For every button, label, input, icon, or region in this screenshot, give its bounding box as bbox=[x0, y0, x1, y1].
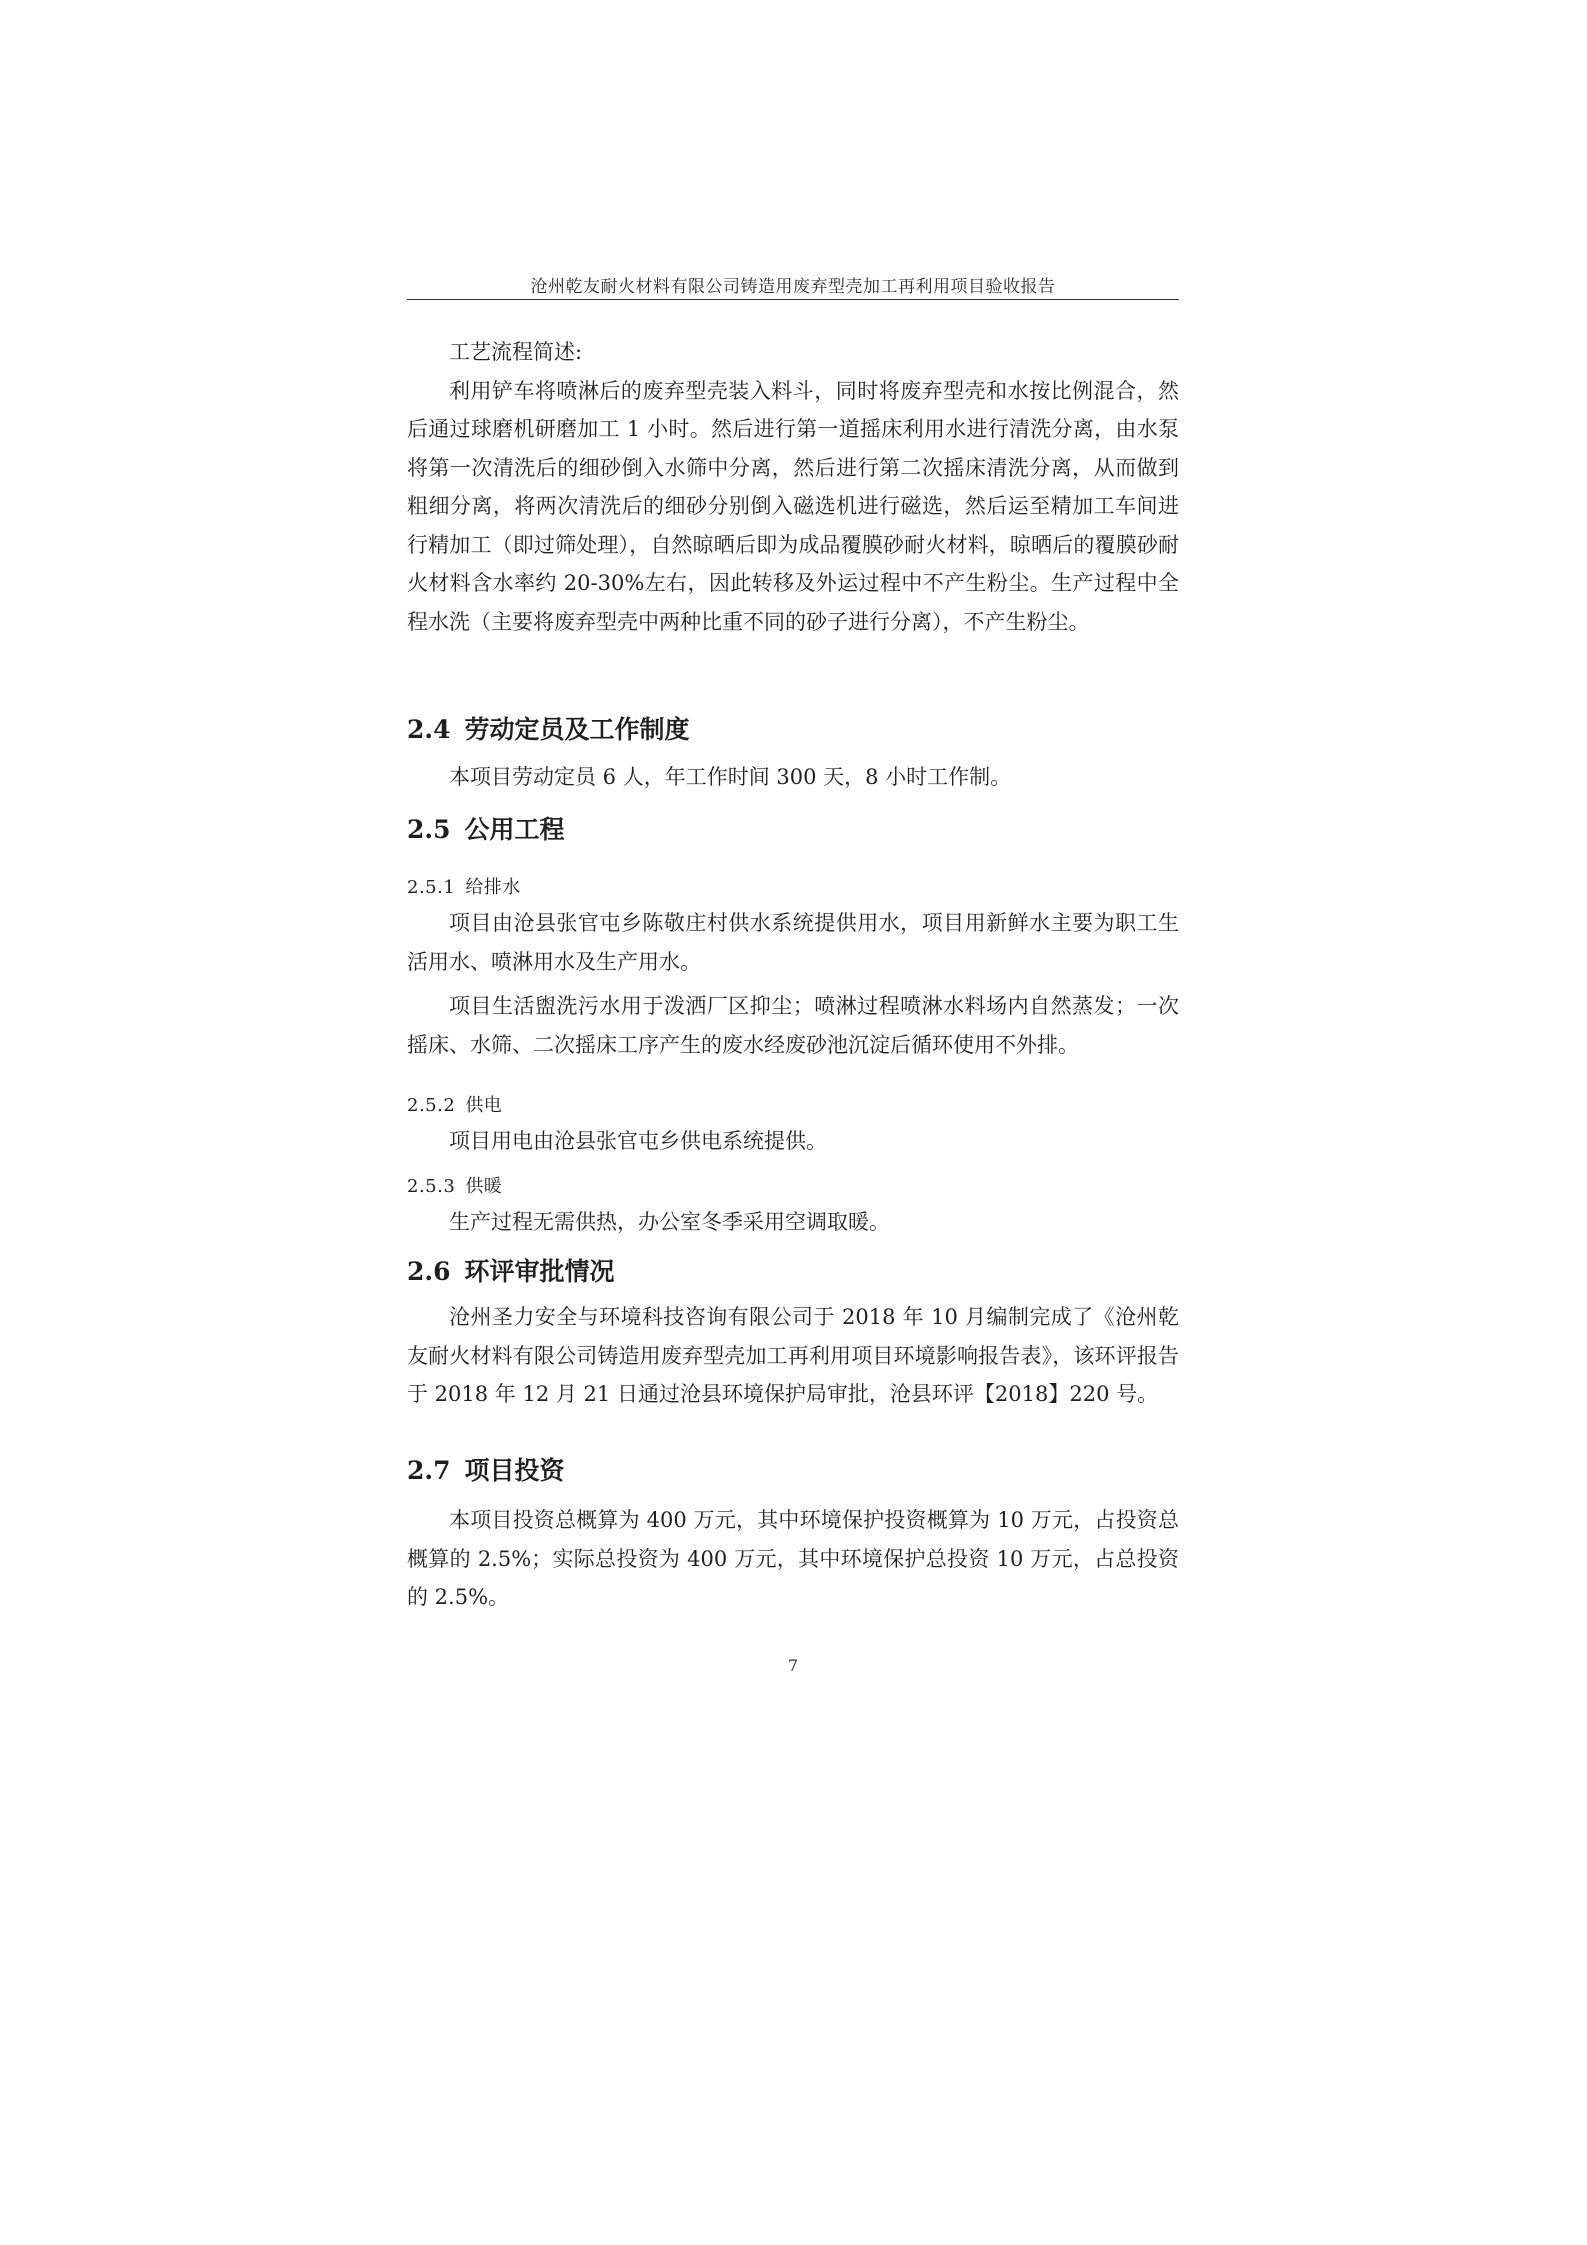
process-heading: 工艺流程简述: bbox=[449, 340, 583, 364]
subsection-heading bbox=[407, 872, 1179, 904]
section-paragraph: 本项目投资总概算为 400 万元，其中环境保护投资概算为 10 万元，占投资总概算的 2.5%；实际总投资为 400 万元，其中环境保护总投资 10 万元，占总投资的 2.5%。 bbox=[407, 1508, 1179, 1609]
section-title: 公用工程 bbox=[464, 815, 565, 844]
section-2-5 bbox=[407, 810, 1179, 850]
subsection-2-5-1 bbox=[407, 872, 1179, 1064]
subsection-heading bbox=[407, 1171, 1179, 1203]
subsection-title: 供电 bbox=[465, 1095, 503, 1116]
subsection-heading bbox=[407, 1090, 1179, 1122]
subsection-paragraph: 项目用电由沧县张官屯乡供电系统提供。 bbox=[449, 1129, 827, 1153]
section-2-4 bbox=[407, 710, 1179, 797]
section-number: 2.5 bbox=[407, 815, 451, 844]
subsection-paragraph: 项目生活盥洗污水用于泼洒厂区抑尘；喷淋过程喷淋水料场内自然蒸发；一次摇床、水筛、二次摇床工序产生的废水经废砂池沉淀后循环使用不外排。 bbox=[407, 994, 1179, 1057]
section-paragraph: 本项目劳动定员 6 人，年工作时间 300 天，8 小时工作制。 bbox=[449, 765, 1012, 789]
subsection-paragraph: 项目由沧县张官屯乡陈敬庄村供水系统提供用水，项目用新鲜水主要为职工生活用水、喷淋用水及生产用水。 bbox=[407, 911, 1179, 974]
section-title: 环评审批情况 bbox=[464, 1257, 615, 1286]
section-2-7 bbox=[407, 1451, 1179, 1617]
section-title: 劳动定员及工作制度 bbox=[464, 715, 690, 744]
section-heading bbox=[407, 710, 1179, 750]
process-paragraph: 利用铲车将喷淋后的废弃型壳装入料斗，同时将废弃型壳和水按比例混合，然后通过球磨机研磨加工 1 小时。然后进行第一道摇床利用水进行清洗分离，由水泵将第一次清洗后的细砂倒入水筛中分离，然后进行第二次摇床清洗分离，从而做到粗细分离，将两次清洗后的细砂分别倒入磁选机进行磁选，然后运至精加工车间进行精加工（即过筛处理），自然晾晒后即为成品覆膜砂耐火材料，晾晒后的覆膜砂耐火材料含水率约 20-30%左右，因此转移及外运过程中不产生粉尘。生产过程中全程水洗（主要将废弃型壳中两种比重不同的砂子进行分离），不产生粉尘。 bbox=[407, 378, 1179, 634]
section-number: 2.4 bbox=[407, 715, 451, 744]
subsection-number: 2.5.1 bbox=[407, 877, 456, 898]
subsection-title: 给排水 bbox=[465, 877, 521, 898]
page-number: 7 bbox=[787, 1656, 799, 1675]
section-2-6 bbox=[407, 1252, 1179, 1414]
section-number: 2.6 bbox=[407, 1257, 451, 1286]
page-header: 沧州乾友耐火材料有限公司铸造用废弃型壳加工再利用项目验收报告 bbox=[530, 277, 1056, 297]
subsection-number: 2.5.3 bbox=[407, 1176, 456, 1197]
subsection-2-5-3 bbox=[407, 1171, 1179, 1242]
section-heading bbox=[407, 810, 1179, 850]
section-heading bbox=[407, 1252, 1179, 1292]
subsection-paragraph: 生产过程无需供热，办公室冬季采用空调取暖。 bbox=[449, 1210, 890, 1234]
subsection-2-5-2 bbox=[407, 1090, 1179, 1161]
subsection-number: 2.5.2 bbox=[407, 1095, 456, 1116]
section-number: 2.7 bbox=[407, 1456, 451, 1485]
process-description bbox=[407, 333, 1179, 641]
section-paragraph: 沧州圣力安全与环境科技咨询有限公司于 2018 年 10 月编制完成了《沧州乾友耐火材料有限公司铸造用废弃型壳加工再利用项目环境影响报告表》，该环评报告于 2018 年 12 月 21 日通过沧县环境保护局审批，沧县环评【2018】220 号。 bbox=[407, 1305, 1179, 1406]
subsection-title: 供暖 bbox=[465, 1176, 503, 1197]
section-heading bbox=[407, 1451, 1179, 1491]
section-title: 项目投资 bbox=[464, 1456, 565, 1485]
header-rule bbox=[407, 299, 1179, 300]
